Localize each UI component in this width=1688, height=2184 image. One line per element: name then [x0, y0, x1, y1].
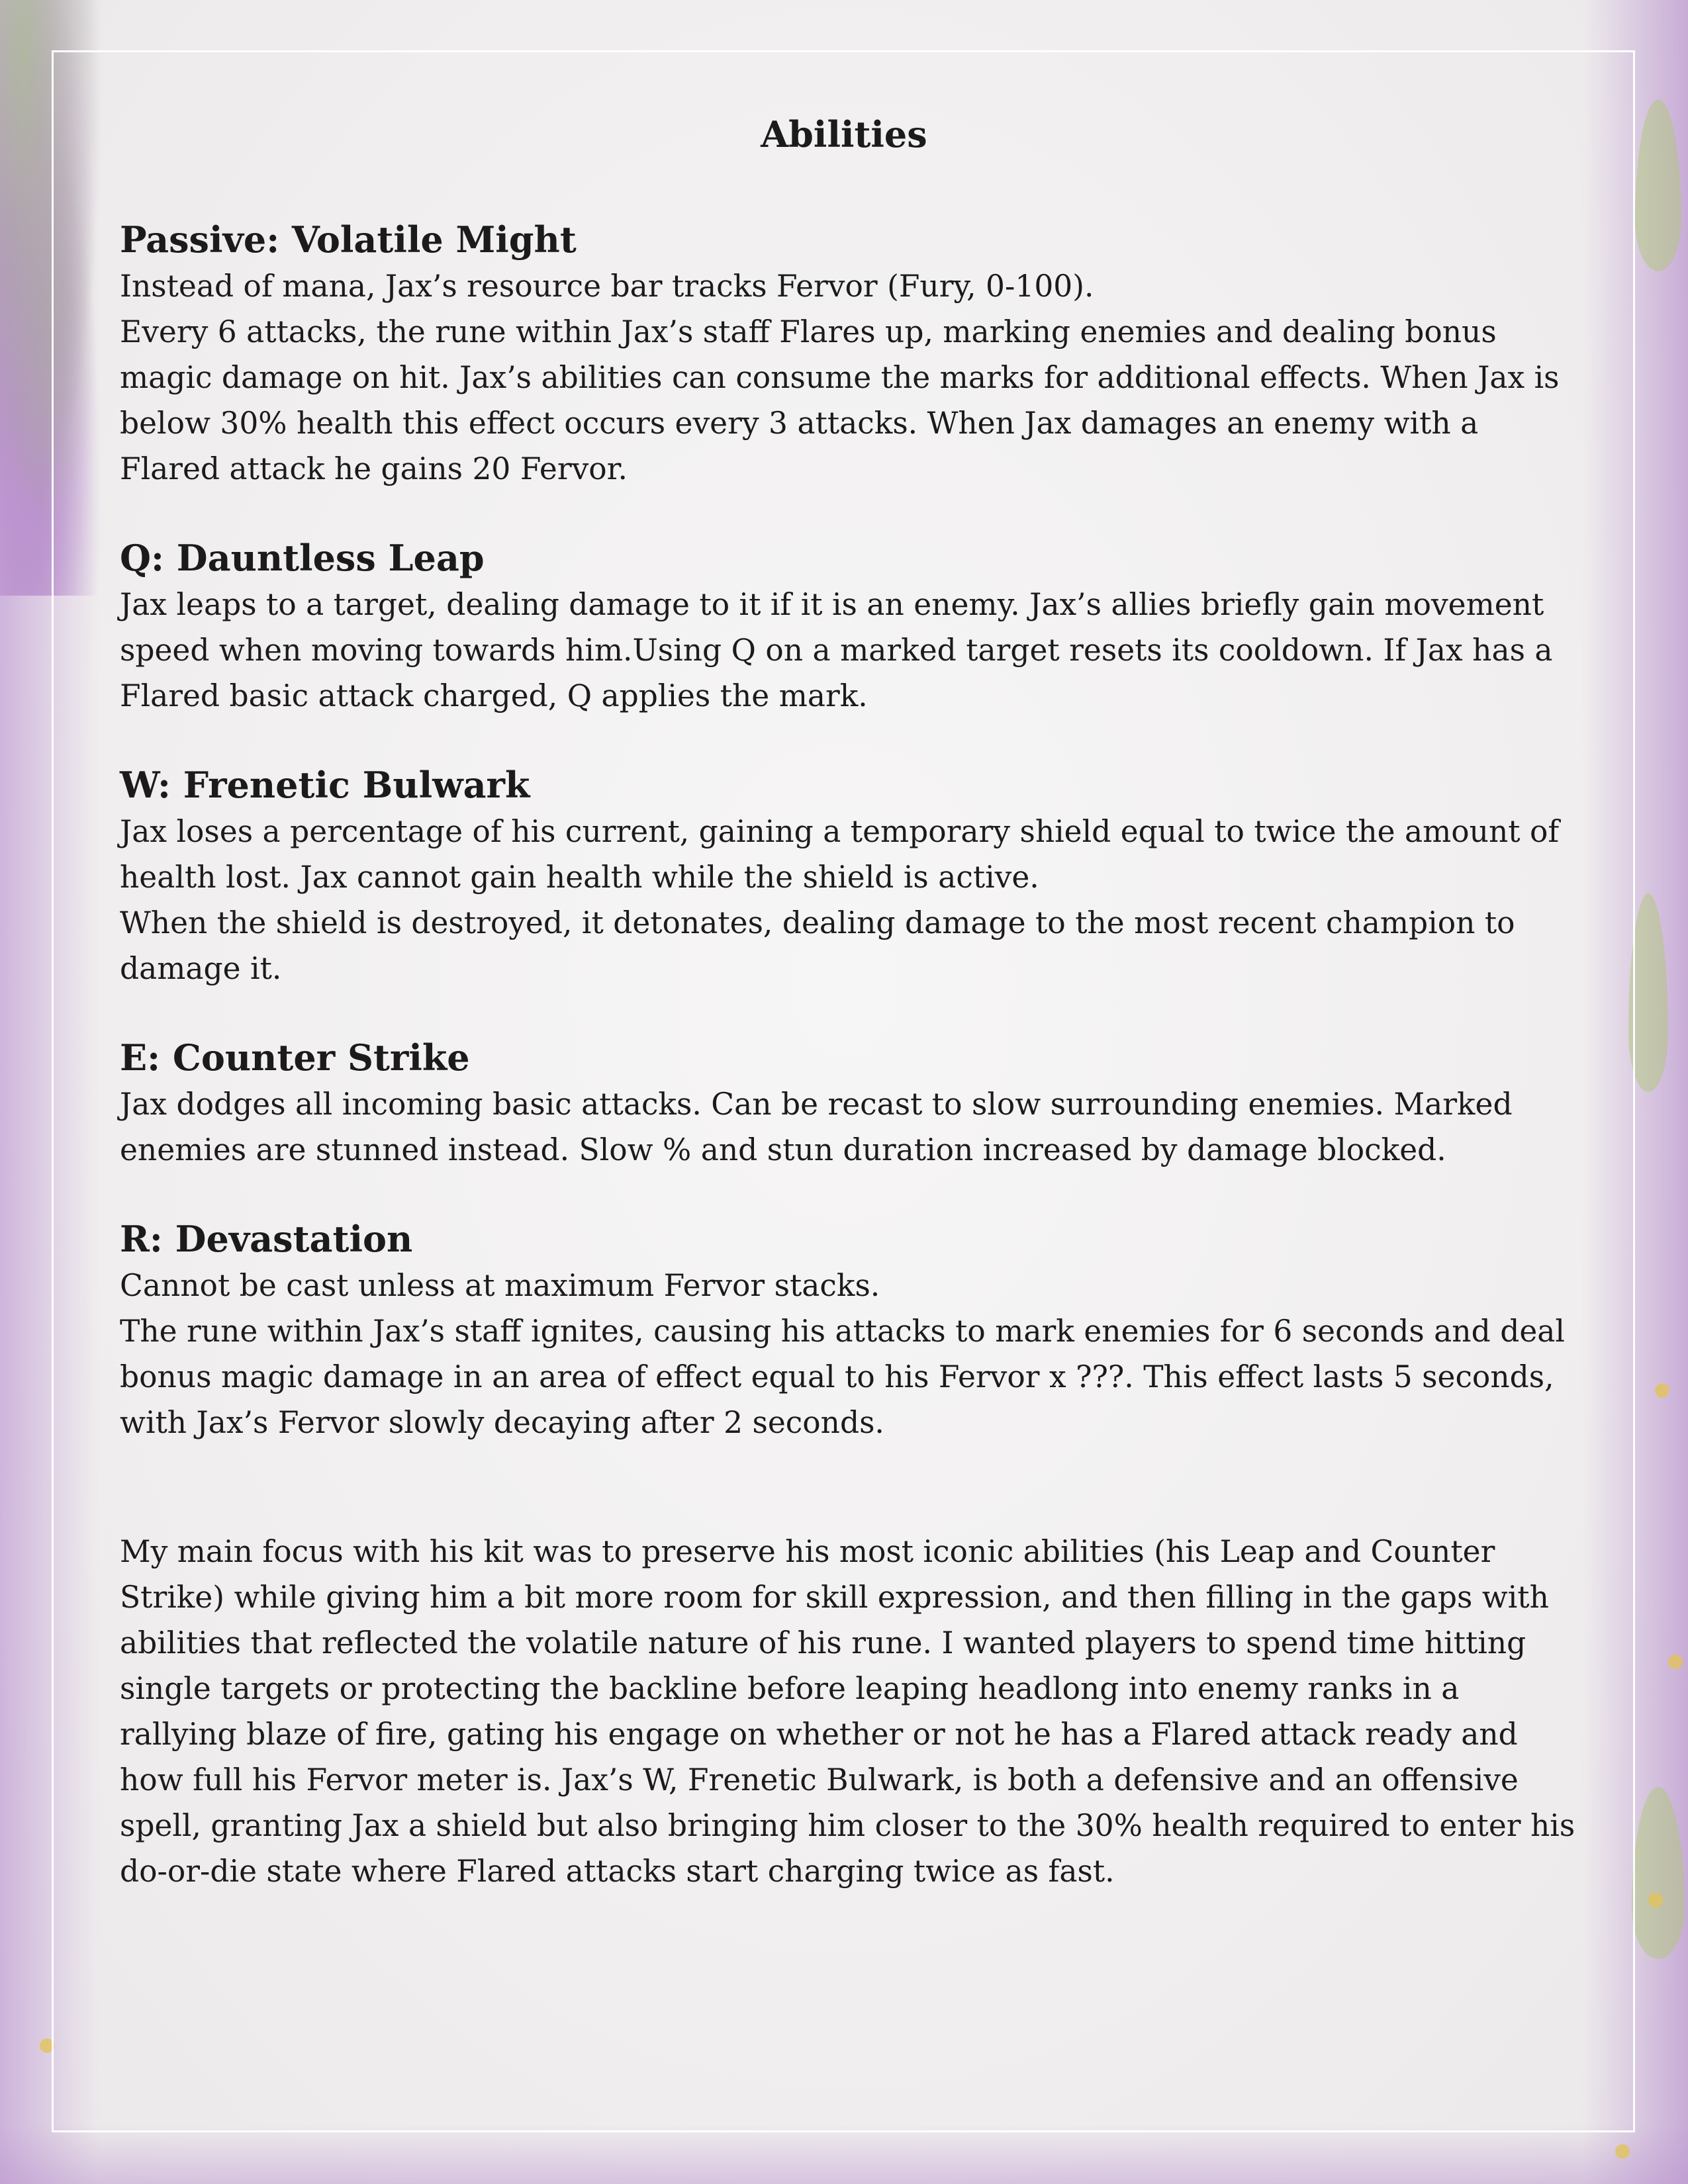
yellow-blossom-decoration — [1668, 1655, 1683, 1669]
ability-description: Jax leaps to a target, dealing damage to it if it is an enemy. Jax’s allies briefly gain movement speed when moving towards him.Using Q on a marked target resets its cooldown. If Jax has a Flared basic attack charged, Q applies the mark. — [120, 587, 1553, 713]
ability-description: Jax loses a percentage of his current, gaining a temporary shield equal to twice the amount of health lost. Jax cannot gain health while the shield is active. — [120, 814, 1560, 895]
ability-description: Cannot be cast unless at maximum Fervor stacks. — [120, 1268, 880, 1303]
design-notes-text: My main focus with his kit was to preserve his most iconic abilities (his Leap and Counter Strike) while giving him a bit more room for skill expression, and then filling in the gaps with abilities that reflected the volatile nature of his rune. I wanted players to spend time hitting single targets or protecting the backline before leaping headlong into enemy ranks in a rallying blaze of fire, gating his engage on whether or not he has a Flared attack ready and how full his Fervor meter is. Jax’s W, Frenetic Bulwark, is both a defensive and an offensive spell, granting Jax a shield but also bringing him closer to the 30% health required to enter his do-or-die state where Flared attacks start charging twice as fast. — [120, 1534, 1575, 1889]
ability-description: Every 6 attacks, the rune within Jax’s staff Flares up, marking enemies and dealing bonus magic damage on hit. Jax’s abilities can consume the marks for additional effects. When Jax is below 30% health this effect occurs every 3 attacks. When Jax damages an enemy with a Flared attack he gains 20 Fervor. — [120, 314, 1560, 486]
document-body — [120, 216, 1576, 1894]
page-title: Abilities — [761, 113, 927, 156]
ability-r — [120, 1215, 1576, 1445]
ability-e — [120, 1034, 1576, 1173]
ability-passive — [120, 216, 1576, 492]
ability-heading: R: Devastation — [120, 1218, 413, 1260]
ability-q — [120, 534, 1576, 719]
leaf-decoration — [1632, 1787, 1685, 1959]
yellow-blossom-decoration — [1655, 1383, 1669, 1398]
ability-description: When the shield is destroyed, it detonates, dealing damage to the most recent champion to damage it. — [120, 905, 1515, 986]
yellow-blossom-decoration — [1648, 1893, 1663, 1907]
ability-heading: W: Frenetic Bulwark — [120, 764, 530, 806]
ability-heading: E: Counter Strike — [120, 1036, 470, 1079]
ability-heading: Passive: Volatile Might — [120, 218, 577, 261]
ability-w — [120, 761, 1576, 991]
design-notes — [120, 1529, 1576, 1894]
yellow-blossom-decoration — [1615, 2144, 1630, 2159]
ability-description: Instead of mana, Jax’s resource bar tracks Fervor (Fury, 0-100). — [120, 269, 1094, 304]
ability-description: Jax dodges all incoming basic attacks. Can be recast to slow surrounding enemies. Marked enemies are stunned instead. Slow % and stun duration increased by damage blocked. — [120, 1087, 1513, 1167]
ability-heading: Q: Dauntless Leap — [120, 537, 485, 579]
bottom-floral-border — [0, 2124, 1688, 2184]
ability-description: The rune within Jax’s staff ignites, causing his attacks to mark enemies for 6 seconds and deal bonus magic damage in an area of effect equal to his Fervor x ???. This effect lasts 5 seconds, with Jax’s Fervor slowly decaying after 2 seconds. — [120, 1314, 1565, 1440]
